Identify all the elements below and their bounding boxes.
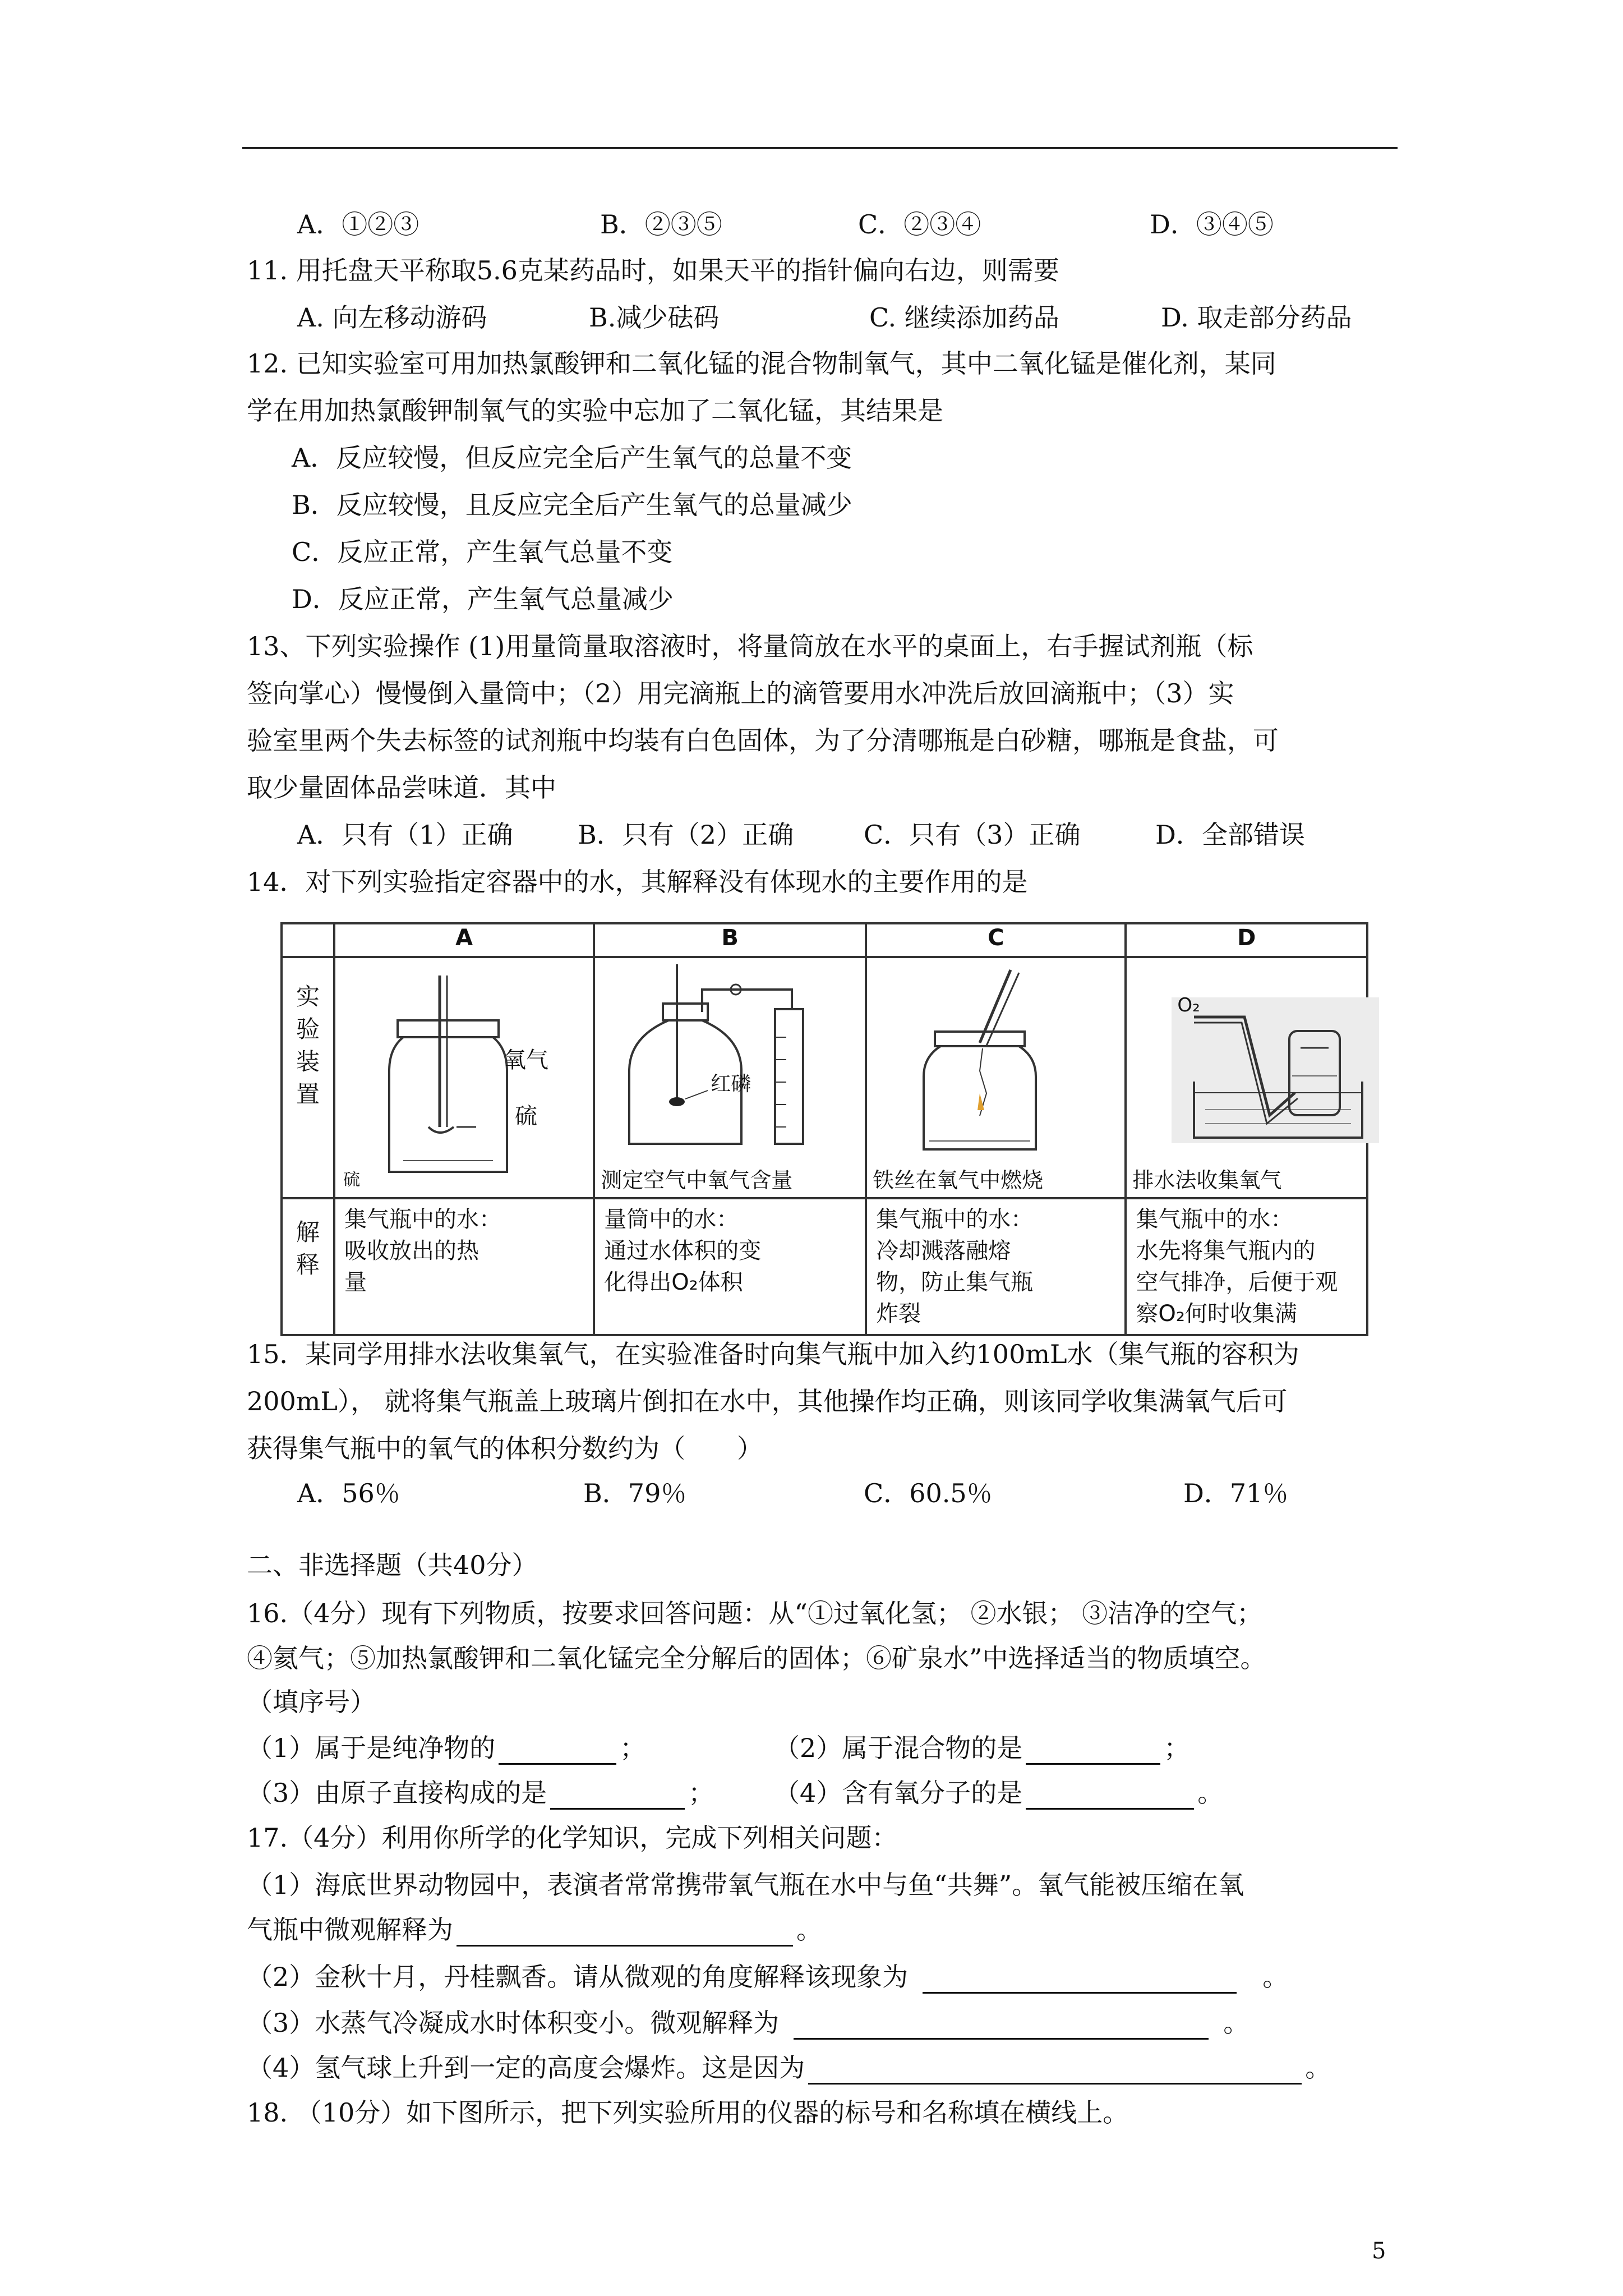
explanation-c-line-2: 冷却溅落融熔 [876, 1238, 1011, 1264]
q14-experiment-table [280, 922, 1368, 1336]
q16-part-2 [774, 1731, 1189, 1765]
q17-p3-text: （3）水蒸气冷凝成水时体积变小。微观解释为 [247, 2008, 780, 2038]
caption-b: 测定空气中氧气含量 [601, 1168, 793, 1193]
q17-p2-text: （2）金秋十月，丹桂飘香。请从微观的角度解释该现象为 [247, 1962, 909, 1992]
explanation-b-line-3: 化得出O₂体积 [604, 1269, 743, 1295]
iron-wire-jar-icon [868, 959, 1103, 1166]
table-corner [282, 923, 334, 957]
col-header-a: A [334, 923, 594, 957]
explanation-c [866, 1198, 1126, 1335]
q16-part-4 [774, 1776, 1223, 1810]
q15-stem-line-2: 200mL）， 就将集气瓶盖上玻璃片倒扣在水中，其他操作均正确，则该同学收集满氧气后可 [247, 1386, 1288, 1416]
apparatus-b [594, 957, 866, 1198]
q13-option-b: B．只有（2）正确 [578, 820, 794, 850]
q13-option-a: A．只有（1）正确 [297, 820, 513, 850]
q12-option-d: D．反应正常，产生氧气总量减少 [292, 584, 674, 614]
q12-option-b: B．反应较慢，且反应完全后产生氧气的总量减少 [292, 490, 852, 520]
apparatus-c [866, 957, 1126, 1198]
q13-option-d: D．全部错误 [1155, 820, 1305, 850]
q10-option-b: B．②③⑤ [600, 209, 722, 240]
q16-part-2-text: （2）属于混合物的是 [774, 1733, 1023, 1763]
q16-blank-2[interactable] [1026, 1736, 1160, 1765]
q10-option-d: D．③④⑤ [1150, 209, 1274, 240]
explanation-a-line-1: 集气瓶中的水： [344, 1207, 501, 1232]
caption-d: 排水法收集氧气 [1132, 1168, 1282, 1193]
explanation-d [1126, 1198, 1367, 1335]
q16-part-3 [247, 1776, 714, 1810]
header-rule [242, 147, 1398, 149]
col-header-d: D [1126, 923, 1367, 957]
row-label-apparatus [282, 957, 334, 1198]
q17-blank-1[interactable] [457, 1918, 793, 1947]
q11-option-b: B.减少砝码 [589, 302, 720, 333]
q10-option-c: C．②③④ [858, 209, 981, 240]
q11-option-c: C. 继续添加药品 [869, 302, 1059, 333]
explanation-b-line-2: 通过水体积的变 [604, 1238, 762, 1264]
q15-option-b: B．79％ [583, 1478, 687, 1508]
q17-stem: 17.（4分）利用你所学的化学知识，完成下列相关问题： [247, 1823, 898, 1853]
q10-option-a: A．①②③ [297, 209, 419, 240]
q15-stem-line-3: 获得集气瓶中的氧气的体积分数约为（ ） [247, 1433, 763, 1464]
label-oxygen: 氧气 [504, 1047, 548, 1073]
explanation-a-line-3: 量 [344, 1269, 367, 1295]
q13-stem-line-2: 签向掌心）慢慢倒入量筒中；（2）用完滴瓶上的滴管要用水冲洗后放回滴瓶中；（3）实 [247, 678, 1234, 708]
q17-blank-2[interactable] [923, 1965, 1237, 1994]
q16-part-4-end: 。 [1197, 1778, 1224, 1808]
row-label-explanation-text: 解释 [296, 1218, 320, 1278]
q17-p1-line-2 [247, 1913, 822, 1947]
apparatus-d [1126, 957, 1367, 1198]
explanation-b [594, 1198, 866, 1335]
section-2-heading: 二、非选择题（共40分） [247, 1550, 538, 1580]
q15-option-c: C．60.5％ [864, 1478, 993, 1508]
q12-stem-line-1: 12. 已知实验室可用加热氯酸钾和二氧化锰的混合物制氧气，其中二氧化锰是催化剂，某同 [247, 348, 1276, 379]
q11-option-d: D. 取走部分药品 [1161, 302, 1352, 333]
q12-stem-line-2: 学在用加热氯酸钾制氧气的实验中忘加了二氧化锰，其结果是 [247, 395, 943, 426]
q17-p4-period: 。 [1305, 2053, 1331, 2083]
q13-option-c: C．只有（3）正确 [864, 820, 1081, 850]
q16-part-4-text: （4）含有氧分子的是 [774, 1778, 1023, 1808]
explanation-c-line-4: 炸裂 [876, 1301, 921, 1327]
explanation-b-line-1: 量筒中的水： [604, 1207, 739, 1232]
q13-stem-line-3: 验室里两个失去标签的试剂瓶中均装有白色固体，为了分清哪瓶是白砂糖，哪瓶是食盐，可 [247, 725, 1279, 756]
oxygen-content-setup-icon [596, 959, 842, 1172]
q12-option-c: C．反应正常，产生氧气总量不变 [292, 537, 673, 567]
explanation-c-line-3: 物，防止集气瓶 [876, 1269, 1034, 1295]
apparatus-a [334, 957, 594, 1198]
label-o2: O₂ [1177, 994, 1200, 1016]
explanation-a-line-2: 吸收放出的热 [344, 1238, 479, 1264]
q17-p4 [247, 2051, 1331, 2085]
q16-part-2-end: ； [1164, 1733, 1190, 1763]
q16-part-1-end: ； [620, 1733, 646, 1763]
q17-blank-4[interactable] [808, 2056, 1302, 2085]
q18-stem: 18. （10分）如下图所示，把下列实验所用的仪器的标号和名称填在横线上。 [247, 2097, 1129, 2128]
q17-p2 [247, 1960, 1288, 1994]
q15-option-d: D．71％ [1183, 1478, 1289, 1508]
explanation-d-line-4: 察O₂何时收集满 [1136, 1301, 1297, 1327]
q16-part-1-text: （1）属于是纯净物的 [247, 1733, 496, 1763]
q17-blank-3[interactable] [794, 2011, 1209, 2040]
label-sulfur-small: 硫 [343, 1170, 360, 1190]
caption-c: 铁丝在氧气中燃烧 [873, 1168, 1044, 1193]
q16-blank-4[interactable] [1026, 1781, 1194, 1810]
q16-blank-3[interactable] [550, 1781, 685, 1810]
q11-stem: 11. 用托盘天平称取5.6克某药品时，如果天平的指针偏向右边，则需要 [247, 255, 1059, 286]
q15-option-a: A．56％ [297, 1478, 400, 1508]
q17-p1-line-2-text: 气瓶中微观解释为 [247, 1915, 453, 1945]
q16-stem-line-2: ④氦气；⑤加热氯酸钾和二氧化锰完全分解后的固体；⑥矿泉水”中选择适当的物质填空。 [247, 1643, 1266, 1673]
q17-p4-text: （4）氢气球上升到一定的高度会爆炸。这是因为 [247, 2053, 805, 2083]
q13-stem-line-1: 13、下列实验操作 (1)用量筒量取溶液时，将量筒放在水平的桌面上，右手握试剂瓶（标 [247, 631, 1253, 661]
q16-part-3-text: （3）由原子直接构成的是 [247, 1778, 547, 1808]
q13-stem-line-4: 取少量固体品尝味道．其中 [247, 772, 556, 803]
q17-p2-period: 。 [1262, 1962, 1289, 1992]
sulfur-combustion-jar-icon [336, 959, 571, 1194]
q17-p3-period: 。 [1223, 2008, 1249, 2038]
q16-blank-1[interactable] [499, 1736, 616, 1765]
q14-stem: 14．对下列实验指定容器中的水，其解释没有体现水的主要作用的是 [247, 867, 1028, 897]
label-red-phosphorus: 红磷 [711, 1073, 751, 1096]
q15-stem-line-1: 15．某同学用排水法收集氧气，在实验准备时向集气瓶中加入约100mL水（集气瓶的容积为 [247, 1339, 1299, 1369]
q16-part-1 [247, 1731, 645, 1765]
label-sulfur: 硫 [515, 1103, 537, 1129]
explanation-d-line-1: 集气瓶中的水： [1136, 1207, 1293, 1232]
q16-stem-line-1: 16.（4分）现有下列物质，按要求回答问题：从“①过氧化氢； ②水银； ③洁净的空气； [247, 1598, 1263, 1628]
q17-p3 [247, 2006, 1249, 2040]
explanation-d-line-2: 水先将集气瓶内的 [1136, 1238, 1316, 1264]
q17-p1-line-1: （1）海底世界动物园中，表演者常常携带氧气瓶在水中与鱼“共舞”。氧气能被压缩在氧 [247, 1870, 1244, 1900]
explanation-a [334, 1198, 594, 1335]
row-label-apparatus-text: 实验装置 [296, 983, 320, 1108]
water-displacement-setup-icon [1127, 958, 1390, 1166]
row-label-explanation [282, 1198, 334, 1335]
q17-p1-period: 。 [796, 1915, 822, 1945]
explanation-d-line-3: 空气排净，后便于观 [1136, 1269, 1338, 1295]
q16-part-3-end: ； [688, 1778, 714, 1808]
q11-option-a: A. 向左移动游码 [297, 302, 487, 333]
col-header-b: B [594, 923, 866, 957]
q16-stem-line-3: （填序号） [247, 1687, 376, 1717]
q12-option-a: A．反应较慢，但反应完全后产生氧气的总量不变 [292, 443, 852, 473]
explanation-c-line-1: 集气瓶中的水： [876, 1207, 1034, 1232]
page-number: 5 [1372, 2238, 1386, 2264]
col-header-c: C [866, 923, 1126, 957]
